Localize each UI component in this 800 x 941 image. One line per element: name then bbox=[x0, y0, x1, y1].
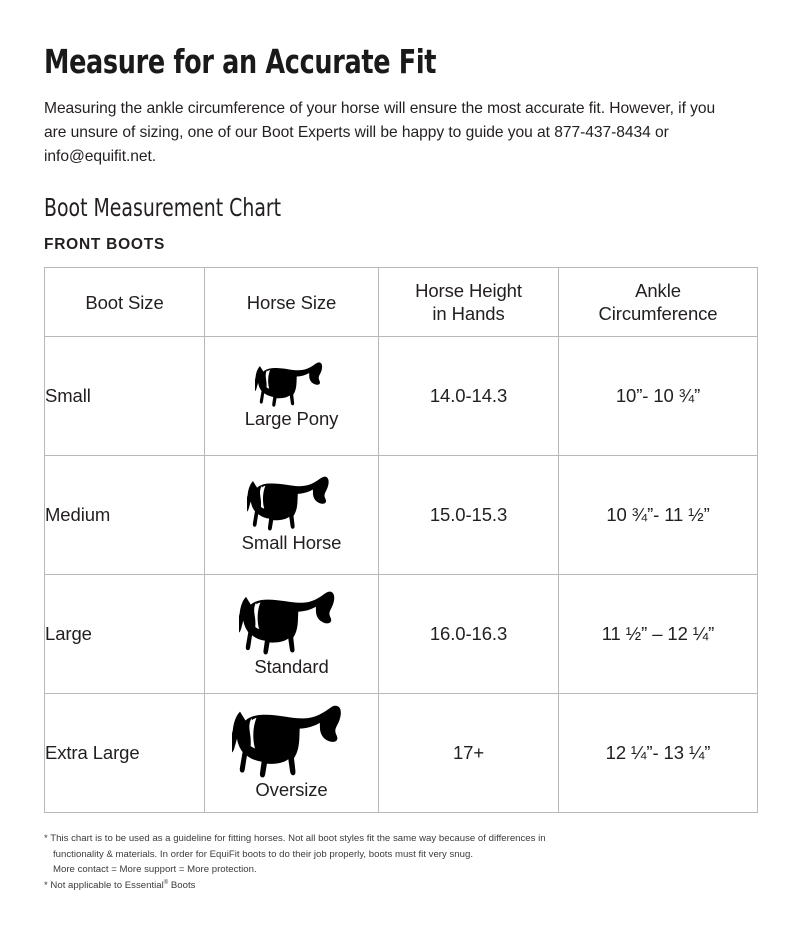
footnote-line-2: functionality & materials. In order for EquiFit boots to do their job properly, boots must fit very snug. bbox=[53, 848, 473, 860]
table-row bbox=[45, 337, 758, 456]
intro-paragraph: Measuring the ankle circumference of your horse will ensure the most accurate fit. However, if you are unsure of sizing, one of our Boot Experts will be happy to guide you at 877-437-8434 or info@equifit.net. bbox=[44, 100, 716, 165]
cell-ankle-circumference: 10”- 10 ¾” bbox=[559, 337, 758, 456]
table-row bbox=[45, 456, 758, 575]
cell-horse-size bbox=[205, 575, 379, 694]
column-header-line: Ankle bbox=[635, 280, 681, 302]
horse-silhouette-icon bbox=[239, 591, 344, 655]
horse-silhouette-icon bbox=[232, 705, 352, 778]
cell-ankle-circumference: 11 ½” – 12 ¼” bbox=[559, 575, 758, 694]
cell-boot-size: Large bbox=[45, 575, 205, 694]
cell-horse-height: 14.0-14.3 bbox=[379, 337, 559, 456]
column-header-line: Circumference bbox=[598, 303, 718, 325]
footnote-line-1: * This chart is to be used as a guideline for fitting horses. Not all boot styles fit the same way because of differences in bbox=[44, 833, 546, 845]
measurement-table bbox=[44, 267, 758, 813]
table-row bbox=[45, 694, 758, 813]
footnote-essential-text: * Not applicable to Essential bbox=[44, 879, 164, 891]
horse-size-label: Standard bbox=[254, 655, 329, 677]
cell-boot-size: Medium bbox=[45, 456, 205, 575]
horse-silhouette-icon bbox=[247, 476, 337, 531]
cell-horse-size bbox=[205, 694, 379, 813]
page-title: Measure for an Accurate Fit bbox=[44, 42, 437, 81]
table-row bbox=[45, 575, 758, 694]
cell-boot-size: Extra Large bbox=[45, 694, 205, 813]
column-header-line: Boot Size bbox=[85, 291, 164, 313]
column-header-ankle-circumference bbox=[559, 268, 758, 337]
horse-silhouette-icon bbox=[255, 362, 329, 407]
registered-trademark-icon: ® bbox=[163, 879, 169, 886]
cell-ankle-circumference: 10 ¾”- 11 ½” bbox=[559, 456, 758, 575]
horse-size-label: Large Pony bbox=[244, 408, 339, 430]
footnote-line-4 bbox=[44, 878, 756, 894]
cell-horse-height: 16.0-16.3 bbox=[379, 575, 559, 694]
cell-horse-height: 17+ bbox=[379, 694, 559, 813]
footnotes bbox=[44, 813, 756, 893]
horse-size-label: Oversize bbox=[255, 779, 328, 801]
cell-boot-size: Small bbox=[45, 337, 205, 456]
column-header-line: Horse Size bbox=[246, 291, 337, 313]
section-title: Boot Measurement Chart bbox=[44, 193, 282, 223]
cell-horse-height: 15.0-15.3 bbox=[379, 456, 559, 575]
footnote-line-3: More contact = More support = More protection. bbox=[53, 864, 257, 876]
footnote-boots-text: Boots bbox=[168, 879, 196, 891]
column-header-horse-size bbox=[205, 268, 379, 337]
column-header-line: in Hands bbox=[432, 303, 505, 325]
column-header-line: Horse Height bbox=[415, 280, 522, 302]
cell-horse-size bbox=[205, 337, 379, 456]
table-header-row bbox=[45, 268, 758, 337]
cell-horse-size bbox=[205, 456, 379, 575]
column-header-horse-height bbox=[379, 268, 559, 337]
subsection-title-front-boots: FRONT BOOTS bbox=[44, 236, 166, 254]
horse-size-label: Small Horse bbox=[241, 532, 342, 554]
column-header-boot-size bbox=[45, 268, 205, 337]
cell-ankle-circumference: 12 ¼”- 13 ¼” bbox=[559, 694, 758, 813]
